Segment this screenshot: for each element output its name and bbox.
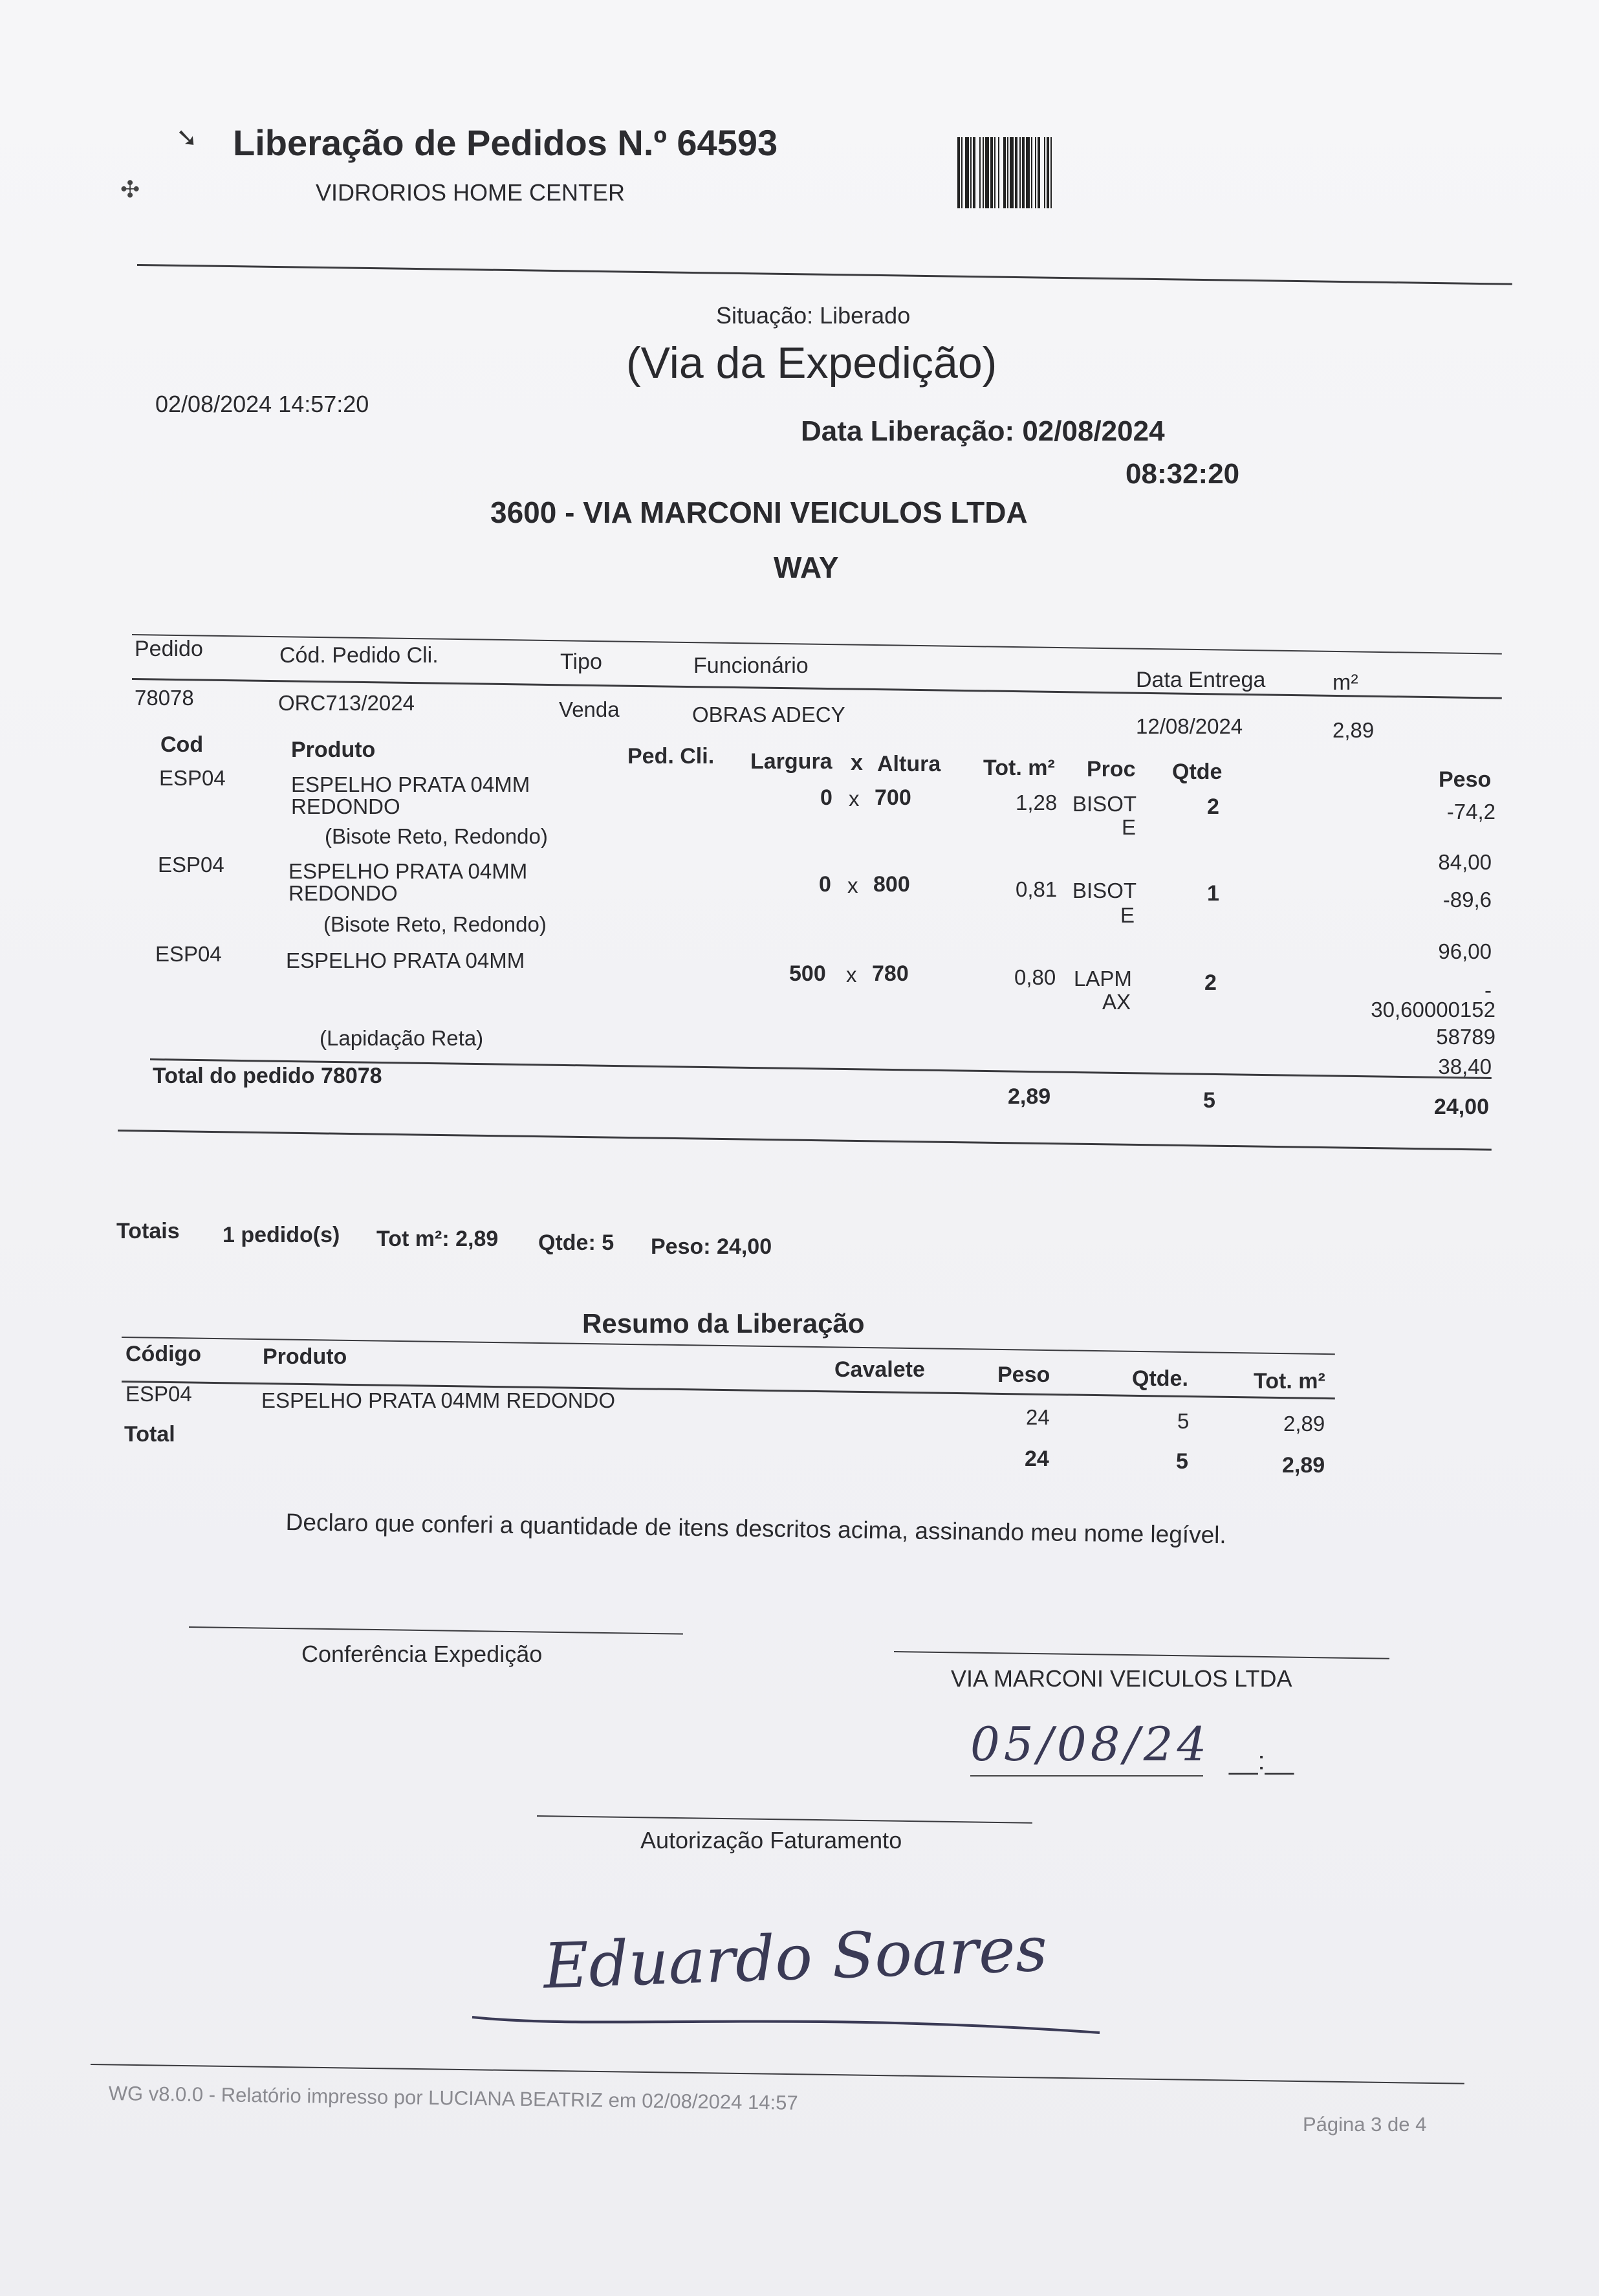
resumo-row-codigo: ESP04 [125,1382,192,1406]
item-1-peso-2: 84,00 [1438,850,1492,874]
section-divider [118,1130,1492,1151]
order-total-peso: 24,00 [1433,1095,1489,1119]
signature-stroke [466,2004,1106,2043]
corner-mark: ➘ [176,124,198,152]
footer-page-number: Página 3 de 4 [1303,2113,1427,2136]
resumo-col-peso: Peso [997,1362,1050,1387]
handwritten-date-underline [970,1775,1203,1777]
totais-peso: Peso: 24,00 [651,1234,772,1259]
header-divider [137,264,1512,285]
col-data-entrega: Data Entrega [1136,668,1266,692]
resumo-col-qtde: Qtde. [1132,1366,1188,1391]
val-m2: 2,89 [1332,718,1375,742]
signature-line-cliente [894,1651,1389,1659]
item-1-x: x [849,787,860,811]
item-1-peso-1: -74,2 [1446,800,1496,824]
totais-pedidos: 1 pedido(s) [223,1223,340,1247]
item-3-peso-3: 58789 [1436,1025,1496,1049]
copy-type: (Via da Expedição) [626,338,997,388]
item-3-cod: ESP04 [155,942,222,966]
resumo-row-peso: 24 [1026,1405,1050,1429]
item-1-tot-m2: 1,28 [1016,791,1058,815]
val-tipo: Venda [559,697,620,721]
item-1-qtde: 2 [1207,794,1219,819]
company-name: VIDRORIOS HOME CENTER [316,179,625,206]
items-col-altura: Altura [877,752,941,776]
items-col-proc: Proc [1087,757,1136,782]
col-cod-pedido-cli: Cód. Pedido Cli. [279,643,439,668]
corner-mark-2: ✣ [120,176,140,202]
item-3-x: x [846,963,857,987]
item-2-produto-2: REDONDO [288,881,398,905]
item-2-tot-m2: 0,81 [1016,877,1058,901]
items-col-produto: Produto [291,738,376,762]
barcode [957,137,1201,208]
col-tipo: Tipo [560,650,602,674]
signature-label-autorizacao: Autorização Faturamento [640,1827,902,1853]
signature-line-autorizacao [537,1815,1032,1824]
item-1-cod: ESP04 [159,766,226,790]
order-total-label: Total do pedido 78078 [153,1064,382,1088]
signature-line-conferencia [189,1626,683,1635]
totais-label: Totais [116,1219,180,1243]
items-col-peso: Peso [1439,767,1492,792]
order-total-m2: 2,89 [1008,1084,1051,1109]
val-cod-pedido-cli: ORC713/2024 [278,691,415,715]
release-date: Data Liberação: 02/08/2024 [801,415,1165,447]
item-2-proc-1: BISOT [1072,879,1137,902]
item-3-proc-1: LAPM [1074,967,1132,990]
status-text: Situação: Liberado [716,302,911,329]
client-subname: WAY [774,551,839,584]
item-2-x: x [847,873,858,897]
items-col-largura: Largura [750,749,832,774]
item-3-peso-1: - [1485,978,1492,1002]
item-1-altura: 700 [875,785,911,810]
item-3-proc-2: AX [1102,990,1131,1014]
items-col-ped-cli: Ped. Cli. [627,744,715,769]
handwritten-signature: Eduardo Soares [542,1912,1049,2003]
items-col-cod: Cod [160,732,204,757]
item-1-largura: 0 [820,785,832,810]
release-time: 08:32:20 [1126,458,1240,490]
totais-m2: Tot m²: 2,89 [376,1227,499,1251]
client-name: 3600 - VIA MARCONI VEICULOS LTDA [490,496,1028,529]
item-3-altura: 780 [872,961,909,986]
resumo-total-peso: 24 [1025,1447,1049,1471]
item-2-peso-2: 96,00 [1438,939,1492,963]
declaration-text: Declaro que conferi a quantidade de itens descritos acima, assinando meu nome legível. [285,1509,1226,1549]
item-3-produto-1: ESPELHO PRATA 04MM [286,948,525,972]
item-2-largura: 0 [819,872,831,897]
signature-label-conferencia: Conferência Expedição [301,1641,543,1667]
item-2-obs: (Bisote Reto, Redondo) [323,912,547,936]
val-funcionario: OBRAS ADECY [692,703,845,727]
item-2-produto-1: ESPELHO PRATA 04MM [288,859,528,883]
item-2-peso-1: -89,6 [1442,888,1492,912]
resumo-total-label: Total [124,1422,175,1447]
printed-timestamp: 02/08/2024 14:57:20 [155,391,369,417]
item-3-peso-2: 30,60000152 [1371,998,1496,1022]
item-1-obs: (Bisote Reto, Redondo) [325,824,548,848]
item-2-cod: ESP04 [158,853,224,877]
items-col-qtde: Qtde [1172,760,1223,784]
item-3-peso-4: 38,40 [1438,1055,1492,1078]
resumo-row-produto: ESPELHO PRATA 04MM REDONDO [261,1388,616,1412]
val-pedido: 78078 [135,686,194,710]
item-2-proc-2: E [1120,903,1135,927]
resumo-row-tot-m2: 2,89 [1283,1412,1325,1436]
footer-line [91,2064,1464,2084]
resumo-row-qtde: 5 [1177,1409,1190,1433]
val-data-entrega: 12/08/2024 [1136,714,1243,738]
signature-label-cliente: VIA MARCONI VEICULOS LTDA [951,1665,1292,1692]
item-1-produto-1: ESPELHO PRATA 04MM [291,772,530,796]
item-2-altura: 800 [873,872,910,897]
item-1-proc-1: BISOT [1072,792,1137,816]
item-2-qtde: 1 [1207,881,1219,906]
resumo-col-produto: Produto [263,1344,347,1369]
item-3-largura: 500 [789,961,826,986]
item-3-tot-m2: 0,80 [1014,965,1056,989]
barcode-icon [957,137,1201,208]
item-3-obs: (Lapidação Reta) [320,1026,484,1050]
document-title: Liberação de Pedidos N.º 64593 [233,122,778,163]
items-col-x: x [851,750,863,775]
handwritten-date: 05/08/24 [970,1717,1211,1771]
item-1-proc-2: E [1122,815,1137,839]
resumo-total-tot-m2: 2,89 [1282,1453,1325,1478]
resumo-col-cavalete: Cavalete [834,1357,925,1382]
resumo-title: Resumo da Liberação [582,1308,865,1339]
col-funcionario: Funcionário [693,653,809,678]
totais-qtde: Qtde: 5 [538,1230,615,1255]
order-total-qtde: 5 [1203,1088,1215,1113]
resumo-col-codigo: Código [125,1342,202,1366]
items-col-tot-m2: Tot. m² [983,756,1055,780]
item-3-qtde: 2 [1204,970,1217,995]
time-blank: __:__ [1229,1747,1294,1775]
footer-printed-by: WG v8.0.0 - Relatório impresso por LUCIANA BEATRIZ em 02/08/2024 14:57 [108,2082,798,2114]
col-m2: m² [1332,670,1358,695]
resumo-col-tot-m2: Tot. m² [1254,1369,1325,1394]
resumo-total-qtde: 5 [1176,1449,1188,1474]
col-pedido: Pedido [135,637,203,661]
item-1-produto-2: REDONDO [291,794,400,818]
